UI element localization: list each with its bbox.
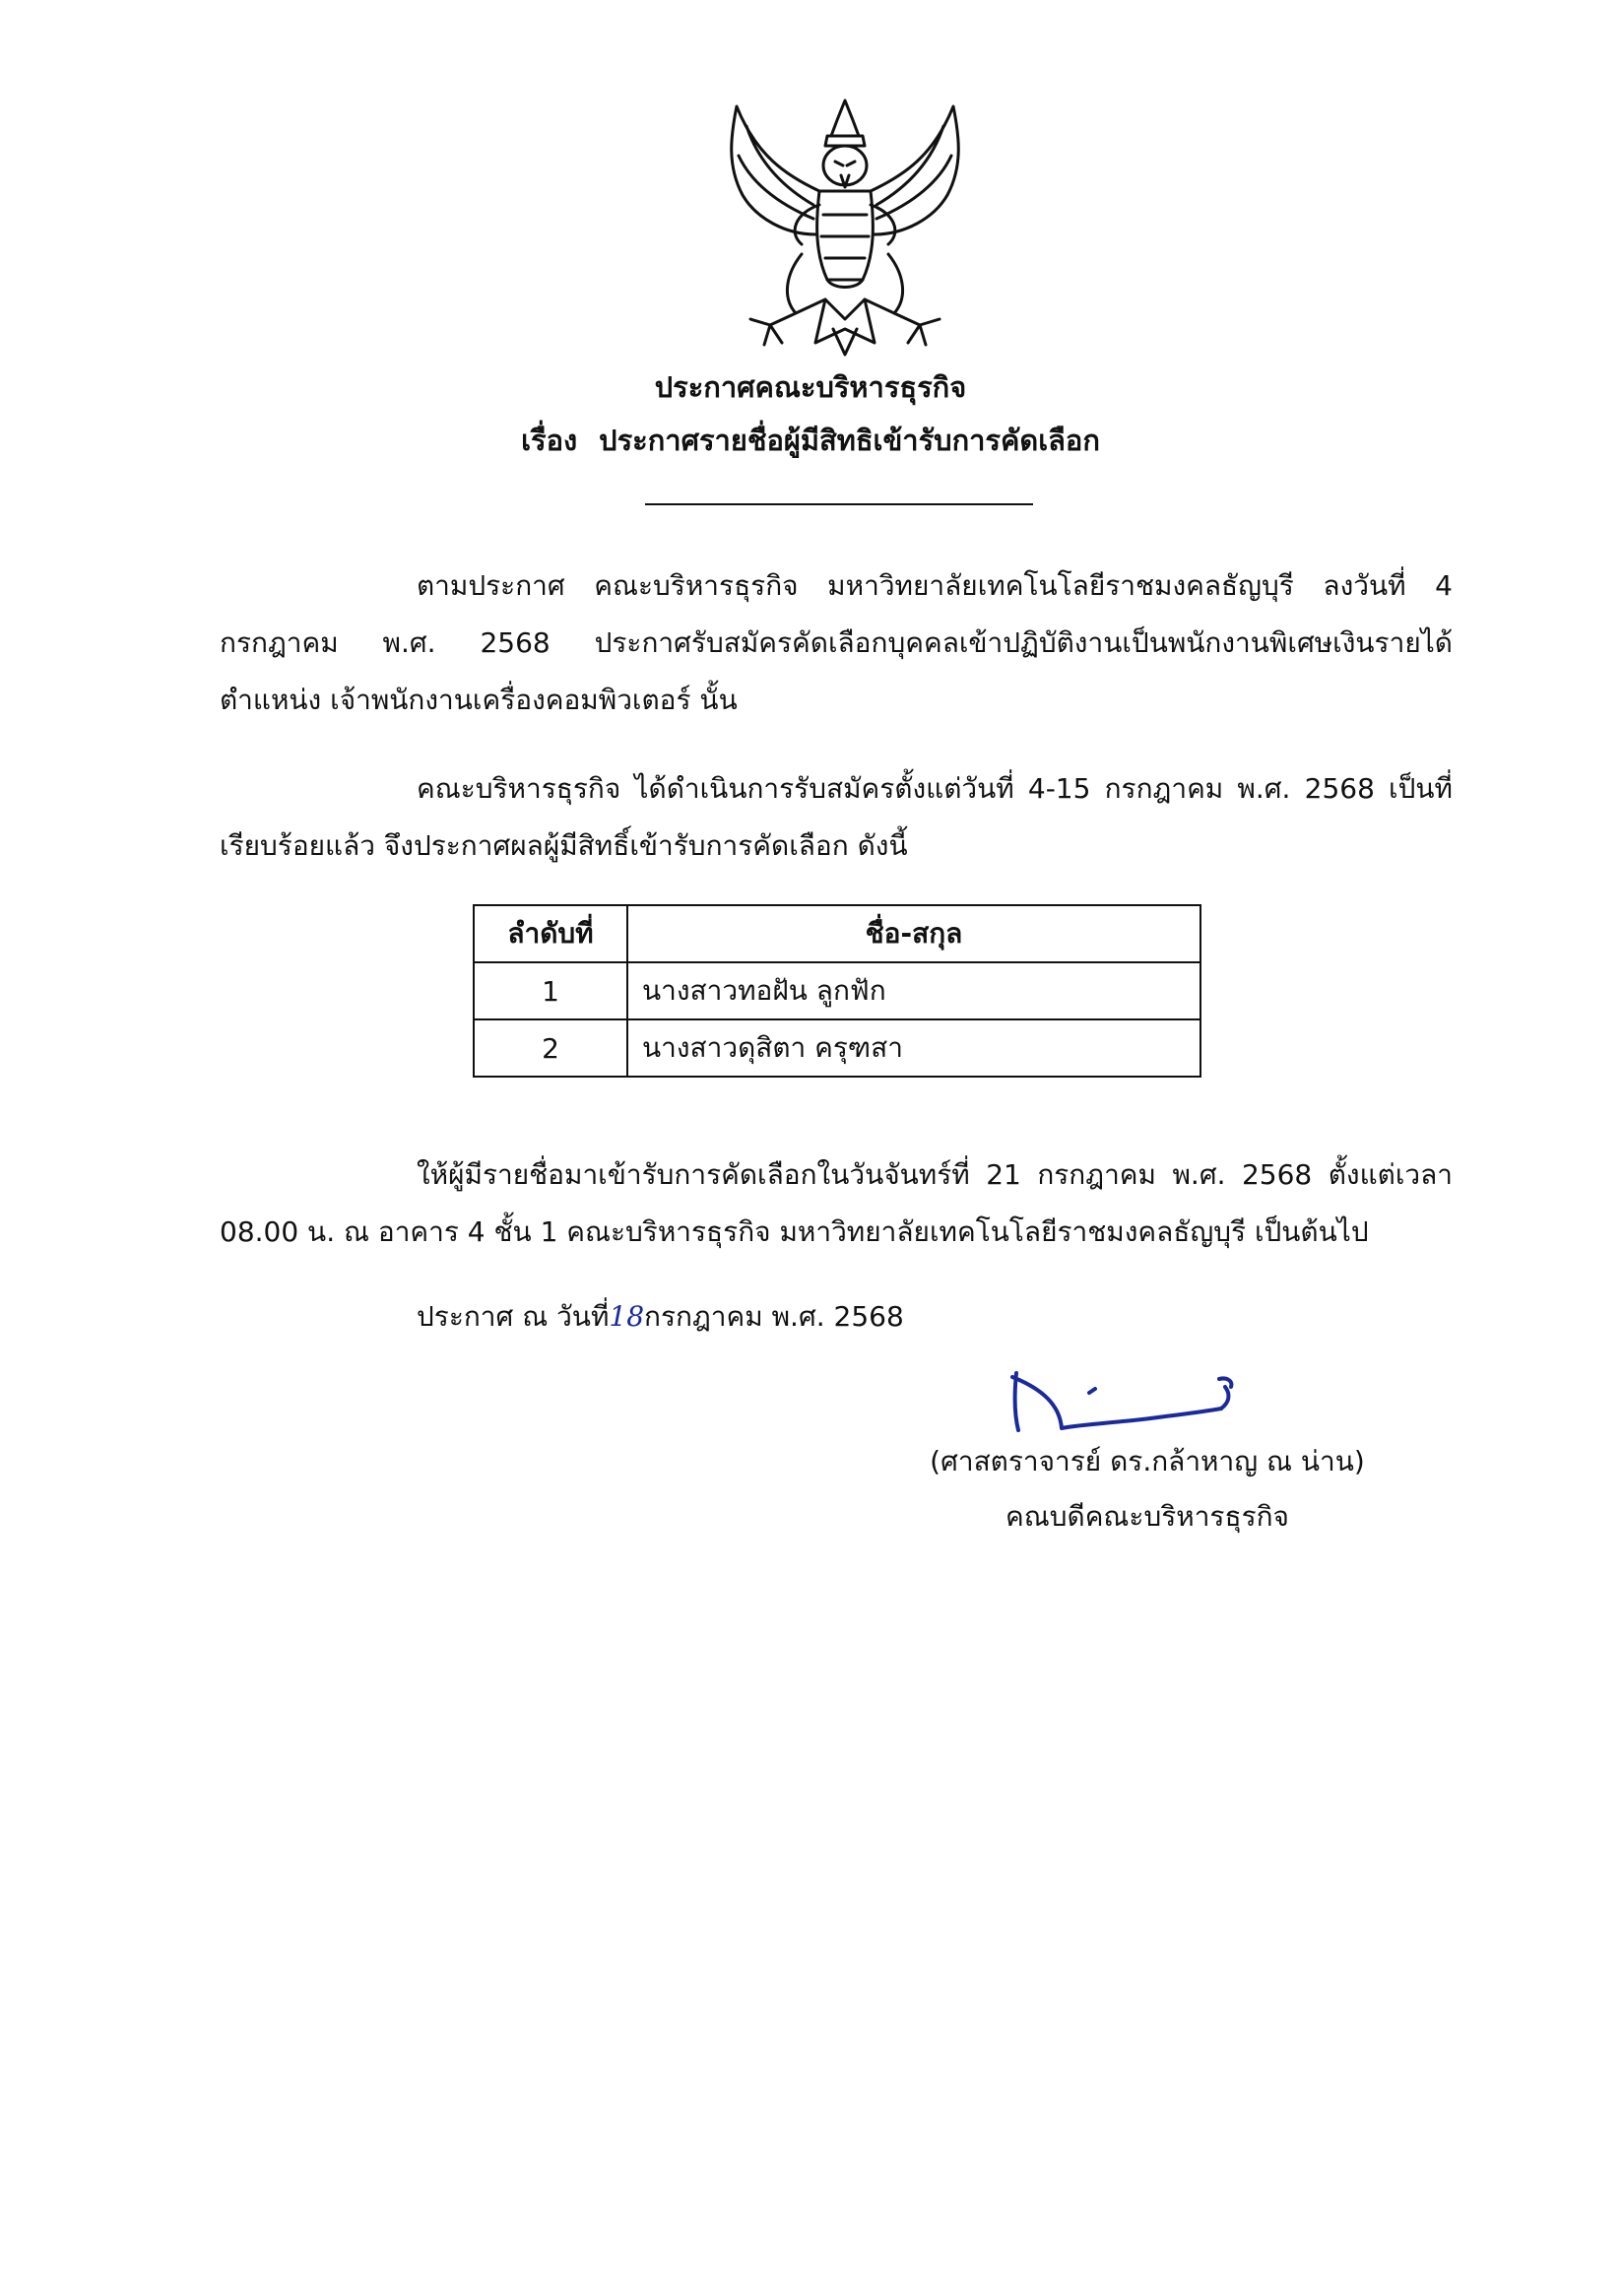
row-order: 2 bbox=[474, 1019, 627, 1077]
signer-position: คณบดีคณะบริหารธุรกิจ bbox=[1005, 1500, 1289, 1533]
subject-text: ประกาศรายชื่อผู้มีสิทธิเข้ารับการคัดเลือก bbox=[599, 424, 1100, 457]
date-prefix: ประกาศ ณ วันที่ bbox=[417, 1300, 610, 1333]
paragraph-application bbox=[220, 760, 1453, 875]
announcement-subject bbox=[0, 418, 1621, 463]
row-name: นางสาวดุสิตา ครุฑสา bbox=[627, 1019, 1200, 1077]
date-day-handwritten: 18 bbox=[609, 1300, 645, 1333]
header-name: ชื่อ-สกุล bbox=[627, 905, 1200, 962]
candidates-table bbox=[473, 904, 1201, 1078]
announcement-title: ประกาศคณะบริหารธุรกิจ bbox=[654, 370, 967, 404]
paragraph-3-text: ให้ผู้มีรายชื่อมาเข้ารับการคัดเลือกในวันจันทร์ที่ 21 กรกฎาคม พ.ศ. 2568 ตั้งแต่เวลา 08.00 น. ณ อาคาร 4 ชั้น 1 คณะบริหารธุรกิจ มหาวิทยาลัยเทคโนโลยีราชมงคลธัญบุรี เป็นต้นไป bbox=[220, 1158, 1453, 1248]
date-suffix: กรกฎาคม พ.ศ. 2568 bbox=[644, 1300, 904, 1333]
paragraph-1-text: ตามประกาศ คณะบริหารธุรกิจ มหาวิทยาลัยเทคโนโลยีราชมงคลธัญบุรี ลงวันที่ 4 กรกฎาคม พ.ศ. 2568 ประกาศรับสมัครคัดเลือกบุคคลเข้าปฏิบัติงานเป็นพนักงานพิเศษเงินรายได้ ตำแหน่ง เจ้าพนักงานเครื่องคอมพิวเตอร์ นั้น bbox=[220, 569, 1453, 716]
paragraph-instructions bbox=[220, 1147, 1453, 1261]
signer-block bbox=[916, 1434, 1379, 1544]
signature-image bbox=[1003, 1359, 1259, 1438]
table-header-row bbox=[474, 905, 1200, 962]
paragraph-2-text: คณะบริหารธุรกิจ ได้ดำเนินการรับสมัครตั้งแต่วันที่ 4-15 กรกฎาคม พ.ศ. 2568 เป็นที่เรียบร้อยแล้ว จึงประกาศผลผู้มีสิทธิ์เข้ารับการคัดเลือก ดังนี้ bbox=[220, 772, 1453, 862]
table-row bbox=[474, 962, 1200, 1019]
row-order: 1 bbox=[474, 962, 627, 1019]
garuda-emblem bbox=[717, 97, 973, 361]
subject-label: เรื่อง bbox=[521, 424, 578, 457]
table-row bbox=[474, 1019, 1200, 1077]
announcement-date bbox=[417, 1288, 904, 1345]
title-divider bbox=[645, 503, 1033, 505]
paragraph-reference bbox=[220, 558, 1453, 729]
header-order: ลำดับที่ bbox=[474, 905, 627, 962]
row-name: นางสาวทอฝัน ลูกฟัก bbox=[627, 962, 1200, 1019]
signer-name: (ศาสตราจารย์ ดร.กล้าหาญ ณ น่าน) bbox=[930, 1445, 1365, 1477]
